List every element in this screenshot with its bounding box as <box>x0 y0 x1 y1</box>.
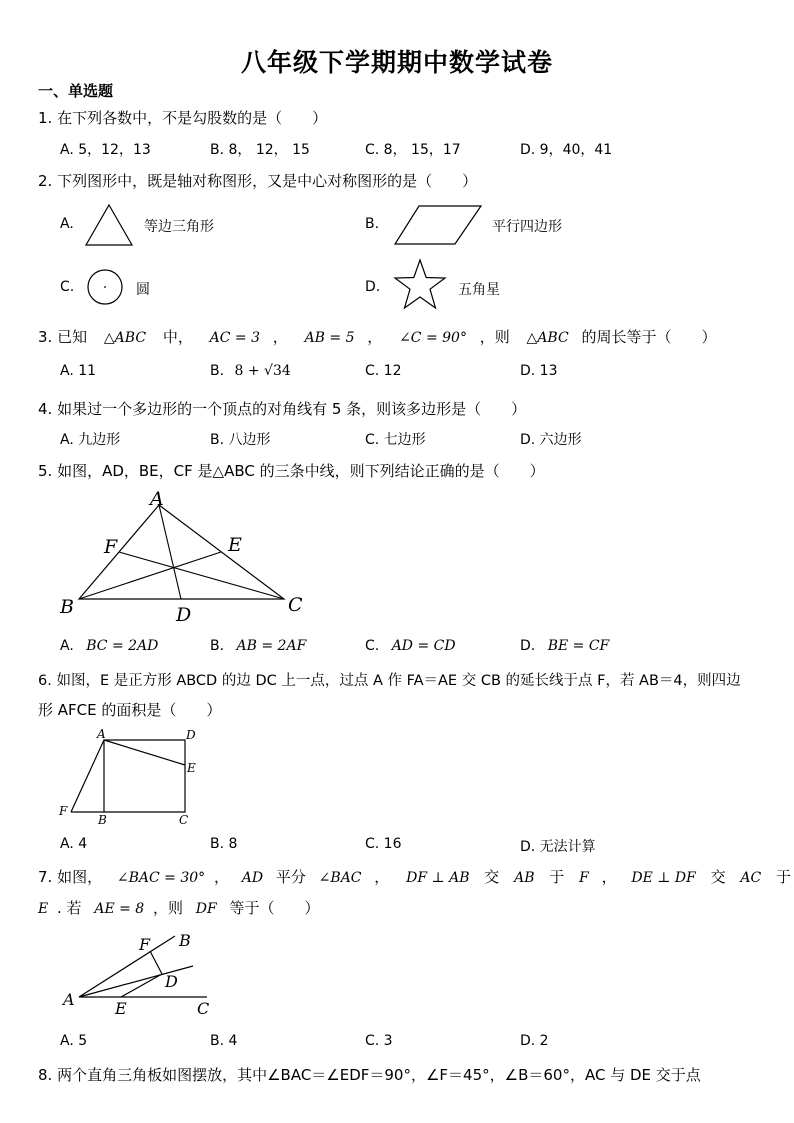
q3-math-ac: AC = 3 <box>209 330 260 346</box>
section-heading: 一、单选题 <box>38 82 114 100</box>
q4-option-d: D. 六边形 <box>520 432 582 448</box>
q7-label-d: D <box>165 972 178 991</box>
question-4-stem: 4. 如果过一个多边形的一个顶点的对角线有 5 条，则该多边形是（ ） <box>38 400 527 418</box>
question-7-stem-line-1 <box>38 866 791 887</box>
question-7-stem-line-2 <box>38 897 320 918</box>
q2-option-c-letter: C. <box>60 279 75 295</box>
q3-text-4: ， <box>367 328 383 346</box>
q7-text-4: 交 <box>484 868 500 886</box>
q5-option-d <box>520 638 609 654</box>
q3-option-d: D. 13 <box>520 363 558 379</box>
q7-math-ad: AD <box>241 870 264 886</box>
q3-option-c: C. 12 <box>365 363 402 379</box>
q1-option-b: B. 8， 12， 15 <box>210 142 310 158</box>
q7-label-b: B <box>179 931 191 950</box>
q7-math-ab: AB <box>514 870 535 886</box>
q7-math-df-perp-ab: DF ⊥ AB <box>406 870 470 886</box>
q2-option-b-label: 平行四边形 <box>492 219 562 235</box>
q3-math-triangle: △ABC <box>103 330 147 346</box>
q5-label-b: B <box>60 596 74 618</box>
q5-option-d-math: BE = CF <box>547 638 610 654</box>
q6-option-d: D. 无法计算 <box>520 839 596 855</box>
question-6-stem-line-1: 6. 如图，E 是正方形 ABCD 的边 DC 上一点，过点 A 作 FA＝AE 交 CB 的延长线于点 F，若 AB＝4，则四边 <box>38 673 741 689</box>
q3-text-2: 中， <box>162 328 193 346</box>
q5-option-b-letter: B. <box>210 638 225 654</box>
q7-text-3: ， <box>374 868 390 886</box>
q5-label-e: E <box>228 534 242 556</box>
q3-option-b-letter: B. <box>210 363 225 379</box>
q6-label-c: C <box>179 813 189 827</box>
q4-option-a: A. 九边形 <box>60 432 121 448</box>
q5-option-c <box>365 638 456 654</box>
q5-option-d-letter: D. <box>520 638 536 654</box>
q7-math-df: DF <box>195 901 217 917</box>
q7-text-10: ，则 <box>153 899 184 917</box>
q6-option-a: A. 4 <box>60 836 88 852</box>
page-title: 八年级下学期期中数学试卷 <box>240 48 553 77</box>
q7-math-ac: AC <box>740 870 762 886</box>
q6-option-b: B. 8 <box>210 836 238 852</box>
parallelogram-figure <box>393 204 483 246</box>
q5-label-f: F <box>104 536 118 558</box>
q7-text-8: 于 <box>776 868 792 886</box>
q2-option-d-letter: D. <box>365 279 381 295</box>
question-5-stem: 5. 如图，AD，BE，CF 是△ABC 的三条中线，则下列结论正确的是（ ） <box>38 462 545 480</box>
q5-label-d: D <box>176 604 192 626</box>
five-pointed-star-figure <box>392 258 448 314</box>
q3-text-5: ，则 <box>479 328 510 346</box>
q7-text-5: 于 <box>549 868 565 886</box>
q6-square-figure <box>55 726 215 830</box>
q7-math-e: E <box>38 901 49 917</box>
question-2-stem: 2. 下列图形中，既是轴对称图形，又是中心对称图形的是（ ） <box>38 172 478 190</box>
q7-text-9: . 若 <box>57 899 82 917</box>
q3-math-triangle-2: △ABC <box>526 330 569 346</box>
question-1-stem: 1. 在下列各数中，不是勾股数的是（ ） <box>38 109 328 127</box>
q3-option-a: A. 11 <box>60 363 97 379</box>
q7-math-de-perp-df: DE ⊥ DF <box>631 870 696 886</box>
q1-option-d: D. 9，40，41 <box>520 142 613 158</box>
q7-option-c: C. 3 <box>365 1033 393 1049</box>
q5-option-b-math: AB = 2AF <box>236 638 307 654</box>
q7-label-c: C <box>197 999 210 1018</box>
q2-option-b-letter: B. <box>365 216 380 232</box>
q7-label-a: A <box>63 990 75 1009</box>
q2-option-a-letter: A. <box>60 216 74 232</box>
q3-text-6: 的周长等于（ ） <box>581 328 717 346</box>
q7-text-7: 交 <box>710 868 726 886</box>
q2-option-a-label: 等边三角形 <box>144 219 214 235</box>
q1-option-a: A. 5，12，13 <box>60 142 151 158</box>
question-3-stem <box>38 326 716 347</box>
q7-angle-figure <box>55 926 225 1022</box>
q5-triangle-medians-figure <box>50 485 310 625</box>
q6-label-f: F <box>59 804 68 818</box>
q5-option-c-math: AD = CD <box>391 638 456 654</box>
q7-math-angle-bac-2: ∠BAC <box>318 870 362 886</box>
q1-option-c: C. 8， 15，17 <box>365 142 461 158</box>
q7-option-a: A. 5 <box>60 1033 88 1049</box>
q3-math-angle-c: ∠C = 90° <box>399 330 467 346</box>
q3-option-b-math: 8 + √34 <box>234 363 291 379</box>
q6-option-c: C. 16 <box>365 836 402 852</box>
q7-math-f: F <box>579 870 589 886</box>
q5-label-a: A <box>150 488 164 510</box>
equilateral-triangle-figure <box>84 203 134 247</box>
q3-text-3: ， <box>272 328 288 346</box>
q5-option-b <box>210 638 306 654</box>
q4-option-c: C. 七边形 <box>365 432 426 448</box>
q5-label-c: C <box>288 594 303 616</box>
q7-number: 7. 如图， <box>38 868 103 886</box>
q7-option-d: D. 2 <box>520 1033 549 1049</box>
q7-text-6: ， <box>601 868 617 886</box>
q3-math-ab: AB = 5 <box>304 330 355 346</box>
q2-option-d-label: 五角星 <box>458 282 500 298</box>
q5-option-a-letter: A. <box>60 638 74 654</box>
q7-math-angle-bac: ∠BAC = 30° <box>116 870 206 886</box>
q7-label-e: E <box>115 999 127 1018</box>
q7-text-11: 等于（ ） <box>229 899 320 917</box>
q6-label-e: E <box>187 761 196 775</box>
q5-option-a-math: BC = 2AD <box>86 638 159 654</box>
q7-text-2: 平分 <box>275 868 306 886</box>
q7-text-1: ， <box>213 868 229 886</box>
question-8-stem: 8. 两个直角三角板如图摆放，其中∠BAC＝∠EDF＝90°，∠F＝45°，∠B＝60°，AC 与 DE 交于点 <box>38 1066 701 1084</box>
q5-option-a <box>60 638 158 654</box>
q3-number: 3. <box>38 328 53 346</box>
q7-option-b: B. 4 <box>210 1033 238 1049</box>
q6-label-a: A <box>97 727 106 741</box>
question-6-stem-line-2: 形 AFCE 的面积是（ ） <box>38 701 222 719</box>
q7-math-ae: AE = 8 <box>94 901 145 917</box>
q5-option-c-letter: C. <box>365 638 380 654</box>
q6-label-b: B <box>98 813 107 827</box>
q3-option-b <box>210 363 291 379</box>
q6-label-d: D <box>186 728 196 742</box>
q3-text-1: 已知 <box>57 328 88 346</box>
q7-label-f: F <box>139 935 151 954</box>
q4-option-b: B. 八边形 <box>210 432 271 448</box>
circle-figure <box>86 268 126 308</box>
q2-option-c-label: 圆 <box>136 282 150 298</box>
